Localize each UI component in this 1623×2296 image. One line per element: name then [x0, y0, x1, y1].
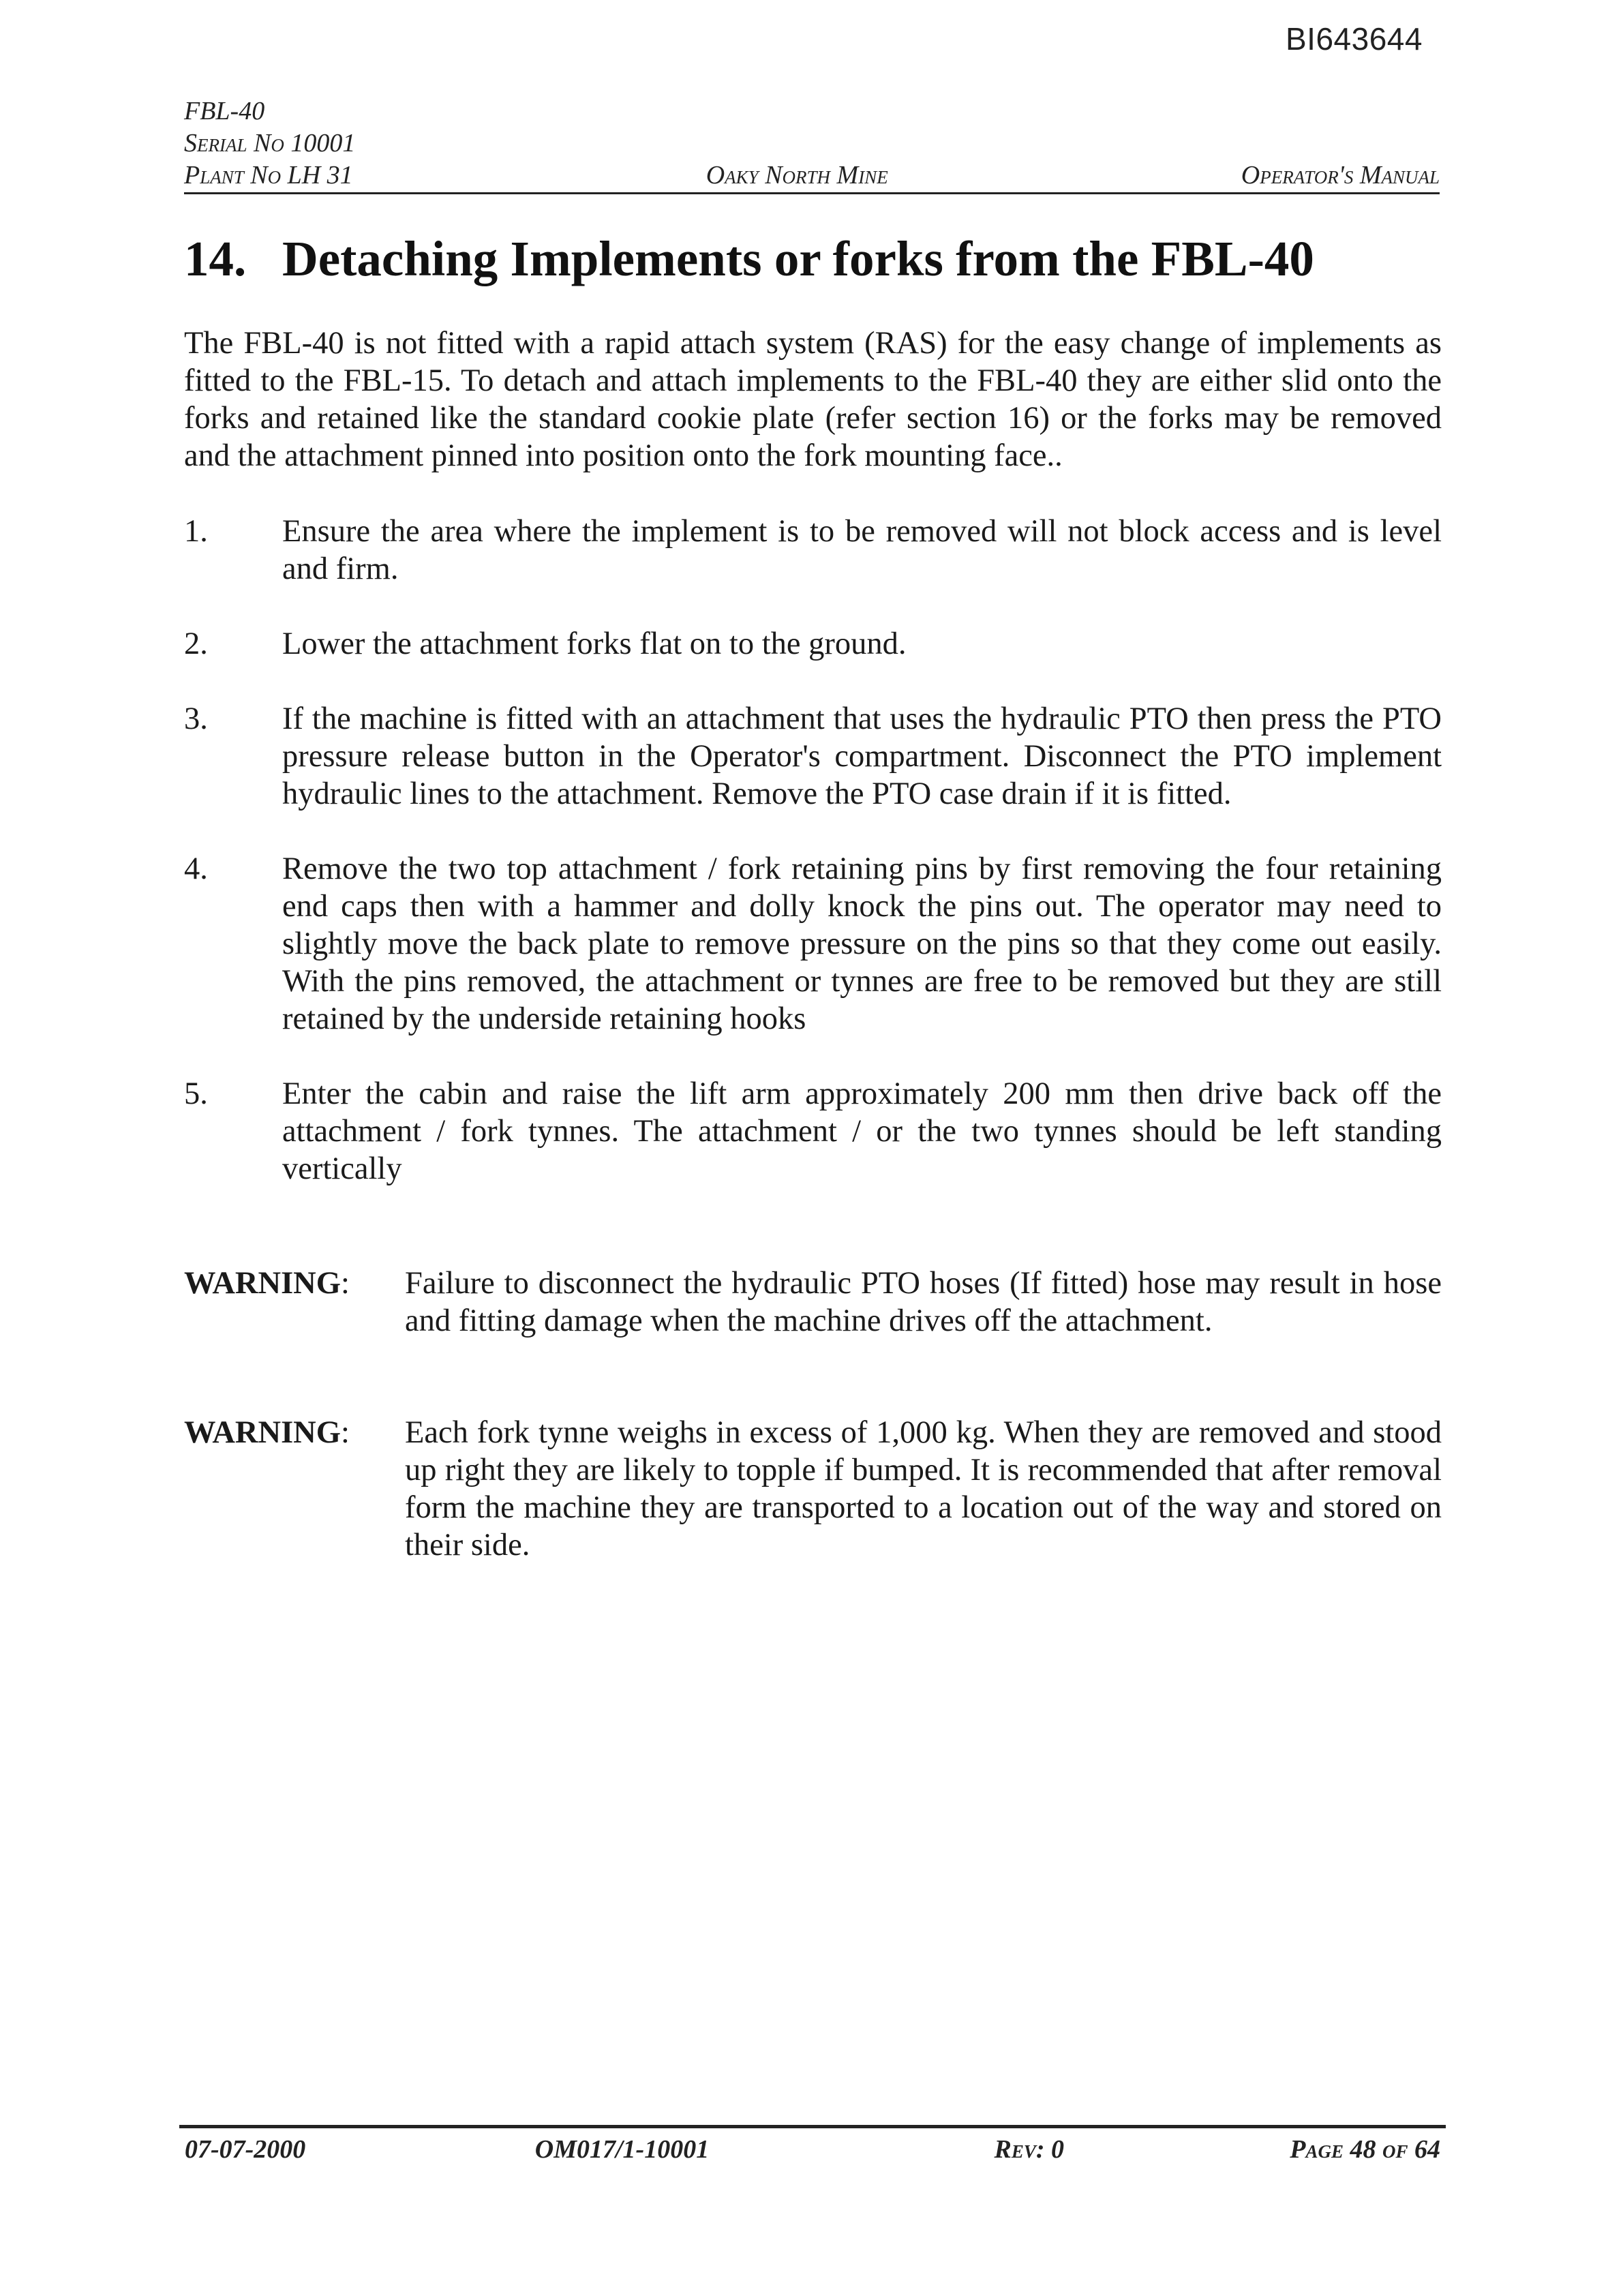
warning-block [184, 1265, 1442, 1340]
step-number: 3. [184, 701, 208, 736]
header-manual: Operator's Manual [1241, 161, 1440, 190]
step-text: Remove the two top attachment / fork retaining pins by first removing the four retaining end caps then with a hammer and dolly knock the pins out. The operator may need to slightly move the back plate to remove pressure on the pins so that they come out easily. With the pins removed, the attachment or tynnes are free to be removed but they are still retained by the underside retaining hooks [282, 851, 1442, 1036]
step-item [184, 850, 1442, 1038]
step-item [184, 700, 1442, 813]
page-header [184, 95, 1440, 194]
step-item [184, 625, 1442, 663]
step-number: 5. [184, 1076, 208, 1111]
header-serial: Serial No 10001 [184, 129, 356, 157]
step-text: Lower the attachment forks flat on to the ground. [282, 626, 907, 661]
section-title: Detaching Implements or forks from the FBL-40 [282, 231, 1314, 286]
footer-date: 07-07-2000 [185, 2135, 306, 2164]
footer-doc-number: OM017/1-10001 [534, 2135, 710, 2164]
procedure-steps [184, 513, 1442, 1225]
step-text: If the machine is fitted with an attachment that uses the hydraulic PTO then press the PTO pressure release button in the Operator's compartment. Disconnect the PTO implement hydraulic lines to the attachment. Remove the PTO case drain if it is fitted. [282, 701, 1442, 811]
header-site: Oaky North Mine [706, 161, 888, 190]
step-text: Enter the cabin and raise the lift arm approximately 200 mm then drive back off the attachment / fork tynnes. The attachment / or the two tynnes should be left standing vertically [282, 1076, 1442, 1186]
step-text: Ensure the area where the implement is to be removed will not block access and is level and firm. [282, 514, 1442, 586]
step-number: 2. [184, 626, 208, 661]
step-number: 1. [184, 514, 208, 549]
warning-label: WARNING: [184, 1266, 350, 1301]
warning-text: Each fork tynne weighs in excess of 1,000 kg. When they are removed and stood up right they are likely to topple if bumped. It is recommended that after removal form the machine they are transported to a location out of the way and stored on their side. [405, 1415, 1442, 1562]
section-number: 14. [184, 231, 247, 286]
header-plant: Plant No LH 31 [184, 161, 353, 190]
warning-block [184, 1414, 1442, 1564]
warning-label: WARNING: [184, 1415, 350, 1450]
page-footer [179, 2125, 1446, 2164]
step-item [184, 513, 1442, 588]
footer-page-number: Page 48 of 64 [1290, 2135, 1440, 2164]
document-id: BI643644 [1286, 21, 1423, 57]
header-model: FBL-40 [184, 97, 265, 125]
header-row [184, 160, 1440, 194]
section-heading [184, 230, 1314, 288]
step-number: 4. [184, 851, 208, 886]
footer-revision: Rev: 0 [994, 2135, 1065, 2164]
intro-paragraph: The FBL-40 is not fitted with a rapid attach system (RAS) for the easy change of implements as fitted to the FBL-15. To detach and attach implements to the FBL-40 they are either slid onto the forks and retained like the standard cookie plate (refer section 16) or the forks may be removed and the attachment pinned into position onto the fork mounting face.. [184, 326, 1442, 473]
step-item [184, 1075, 1442, 1188]
warning-text: Failure to disconnect the hydraulic PTO hoses (If fitted) hose may result in hose and fitting damage when the machine drives off the attachment. [405, 1266, 1442, 1338]
